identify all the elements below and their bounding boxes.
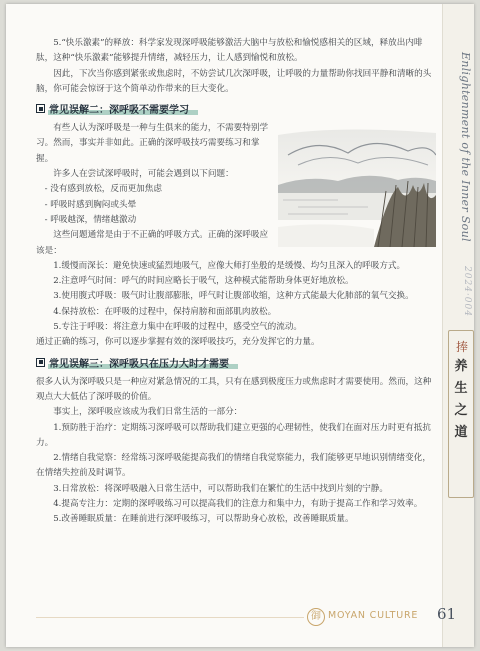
- section2-heading-text: 常见误解二：深呼吸不需要学习: [49, 105, 189, 117]
- main-content: [36, 36, 436, 528]
- section3-paragraph-2: 事实上，深呼吸应该成为我们日常生活的一部分：: [53, 407, 243, 418]
- square-bullet-icon: [36, 358, 45, 367]
- brand-logo-icon: 御: [307, 608, 325, 626]
- problem-item: - 没有感到放松，反而更加焦虑: [44, 184, 162, 195]
- section3-heading: [36, 357, 436, 372]
- page-number: 61: [437, 605, 457, 623]
- section3-paragraph-1: 很多人认为深呼吸只是一种应对紧急情况的工具，只有在感到极度压力或焦虑时才需要使用。然而，这种观点大大低估了深呼吸的价值。: [36, 376, 432, 402]
- step-item: 3.使用腹式呼吸：吸气时让腹部膨胀，呼气时让腹部收缩，这种方式能最大化肺部的氧气交换。: [53, 291, 414, 302]
- benefit-item: 4.提高专注力：定期的深呼吸练习可以提高我们的注意力和集中力，有助于提高工作和学习效率。: [53, 499, 423, 510]
- sidebar-title: [454, 52, 472, 260]
- chapter-seal-icon: 捧: [456, 340, 469, 354]
- problem-item: - 呼吸越深，情绪越激动: [44, 214, 137, 225]
- section2-paragraph-3: 这些问题通常是由于不正确的呼吸方式。正确的深呼吸应该是：: [36, 230, 269, 256]
- section2-paragraph-2: 许多人在尝试深呼吸时，可能会遇到以下问题：: [53, 169, 234, 180]
- brand-name: MOYAN CULTURE: [328, 610, 419, 621]
- benefit-item: 2.情绪自我觉察：经常练习深呼吸能提高我们的情绪自我觉察能力，我们能够更早地识别情绪变化，在情绪失控前及时调节。: [36, 453, 431, 479]
- chapter-char: 生: [454, 381, 468, 396]
- chapter-char: 之: [454, 403, 468, 418]
- lake-landscape-illustration: [278, 125, 436, 247]
- sidebar-chapter-label: [454, 356, 468, 444]
- footer-rule: [36, 617, 304, 618]
- chapter-char: 道: [454, 425, 468, 440]
- intro-paragraph-1: 5.“快乐激素”的释放：科学家发现深呼吸能够激活大脑中与放松和愉悦感相关的区域，释放出内啡肽，这种“快乐激素”能够提升情绪，减轻压力，让人感到愉悦和放松。: [36, 38, 423, 64]
- step-item: 1.缓慢而深长：避免快速或猛烈地吸气，应像大师打坐般的是缓慢、均匀且深入的呼吸方式。: [53, 260, 406, 271]
- section3-heading-text: 常见误解三：深呼吸只在压力大时才需要: [49, 358, 229, 370]
- chapter-char: 养: [454, 359, 468, 374]
- intro-paragraph-2: 因此，下次当你感到紧张或焦虑时，不妨尝试几次深呼吸，让呼吸的力量帮助你找回平静和清晰的头脑，你可能会惊讶于这个简单动作带来的巨大变化。: [36, 68, 432, 94]
- benefit-item: 3.日常放松：将深呼吸融入日常生活中，可以帮助我们在繁忙的生活中找到片刻的宁静。: [53, 483, 388, 494]
- sidebar-title-text: Enlightenment of the Inner Soul: [459, 52, 472, 242]
- section2-heading: [36, 103, 436, 118]
- book-page: [6, 4, 474, 647]
- sidebar-year: 2024·004: [462, 266, 472, 317]
- square-bullet-icon: [36, 104, 45, 113]
- problem-item: - 呼吸时感到胸闷或头晕: [44, 199, 137, 210]
- step-item: 5.专注于呼吸：将注意力集中在呼吸的过程中，感受空气的流动。: [53, 322, 303, 333]
- section2-paragraph-4: 通过正确的练习，你可以逐步掌握有效的深呼吸技巧，充分发挥它的力量。: [36, 337, 320, 348]
- benefit-item: 5.改善睡眠质量：在睡前进行深呼吸练习，可以帮助身心放松，改善睡眠质量。: [53, 514, 354, 525]
- benefit-item: 1.预防胜于治疗：定期练习深呼吸可以帮助我们建立更强的心理韧性，使我们在面对压力时更有抵抗力。: [36, 422, 431, 448]
- step-item: 2.注意呼气时间：呼气的时间应略长于吸气，这种模式能帮助身体更好地放松。: [53, 276, 354, 287]
- step-item: 4.保持放松：在呼吸的过程中，保持肩膀和面部肌肉放松。: [53, 306, 277, 317]
- section2-paragraph-1: 有些人认为深呼吸是一种与生俱来的能力，不需要特别学习。然而，事实并非如此。正确的深呼吸技巧需要练习和掌握。: [36, 123, 269, 164]
